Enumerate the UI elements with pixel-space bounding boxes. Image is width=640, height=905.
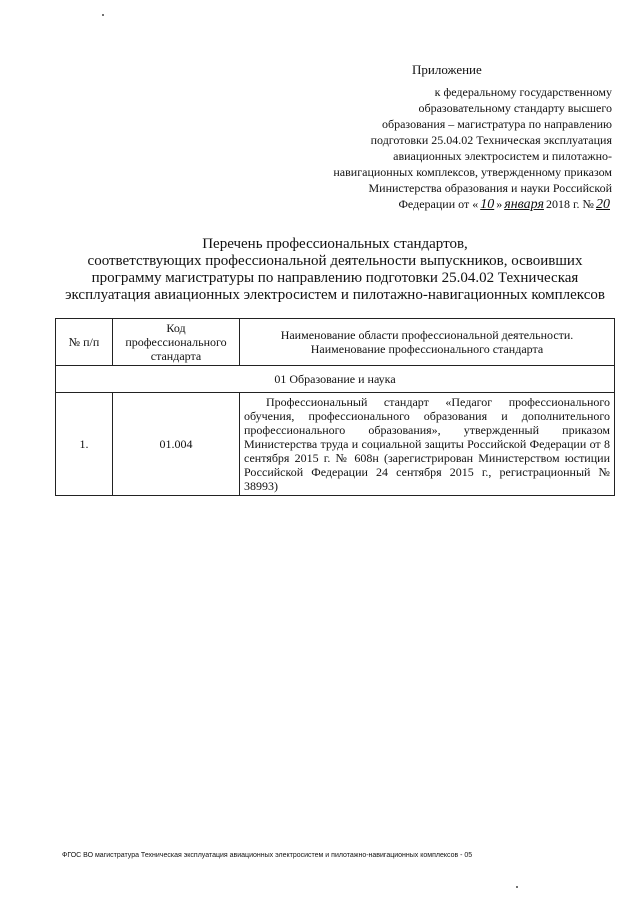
handwritten-day: 10 (480, 197, 495, 212)
scan-speck (102, 14, 104, 16)
header-name (240, 319, 615, 366)
appendix-block (300, 84, 612, 213)
table-header-row (56, 319, 615, 366)
heading-line: программу магистратуры по направлению подготовки 25.04.02 Техническая (91, 270, 579, 286)
appendix-line: к федеральному государственному (434, 85, 612, 99)
date-quote-close: » (496, 197, 503, 211)
standards-table (55, 318, 615, 496)
section-title: 01 Образование и наука (56, 366, 615, 393)
appendix-line: авиационных электросистем и пилотажно- (393, 149, 612, 163)
appendix-line: Министерства образования и науки Российской (368, 181, 612, 195)
appendix-line: образовательному стандарту высшего (418, 101, 612, 115)
handwritten-order-number: 20 (596, 197, 610, 212)
header-code: Код профессионального стандарта (113, 319, 240, 366)
page-footer: ФГОС ВО магистратура Техническая эксплуатация авиационных электросистем и пилотажно-навигационных комплексов - 05 (62, 852, 473, 859)
heading-line: эксплуатация авиационных электросистем и пилотажно-навигационных комплексов (65, 287, 605, 303)
appendix-title: Приложение (412, 62, 482, 77)
row-code: 01.004 (113, 393, 240, 496)
section-row (56, 366, 615, 393)
appendix-line: подготовки 25.04.02 Техническая эксплуатация (370, 133, 612, 147)
appendix-line: образования – магистратура по направлению (381, 117, 612, 131)
heading-line: Перечень профессиональных стандартов, (202, 236, 468, 252)
document-heading (50, 236, 620, 304)
date-year: 2018 г. № (545, 197, 594, 211)
header-name-line1: Наименование области профессиональной деятельности. (280, 328, 574, 342)
scan-speck (516, 886, 518, 888)
row-num: 1. (56, 393, 113, 496)
appendix-line: навигационных комплексов, утвержденному приказом (333, 165, 612, 179)
handwritten-month: января (504, 197, 544, 212)
row-description: Профессиональный стандарт «Педагог профессионального обучения, профессионального образования и дополнительного профессионального образования», утвержденный приказом Министерства труда и социальной защиты Российской Федерации от 8 сентября 2015 г. № 608н (зарегистрирован Министерством юстиции Российской Федерации 24 сентября 2015 г., регистрационный № 38993) (240, 393, 615, 496)
header-name-line2: Наименование профессионального стандарта (310, 342, 544, 356)
header-num: № п/п (56, 319, 113, 366)
appendix-date-line (300, 196, 612, 213)
date-prefix: Федерации от « (398, 197, 479, 211)
table-row (56, 393, 615, 496)
heading-line: соответствующих профессиональной деятельности выпускников, освоивших (87, 253, 583, 269)
